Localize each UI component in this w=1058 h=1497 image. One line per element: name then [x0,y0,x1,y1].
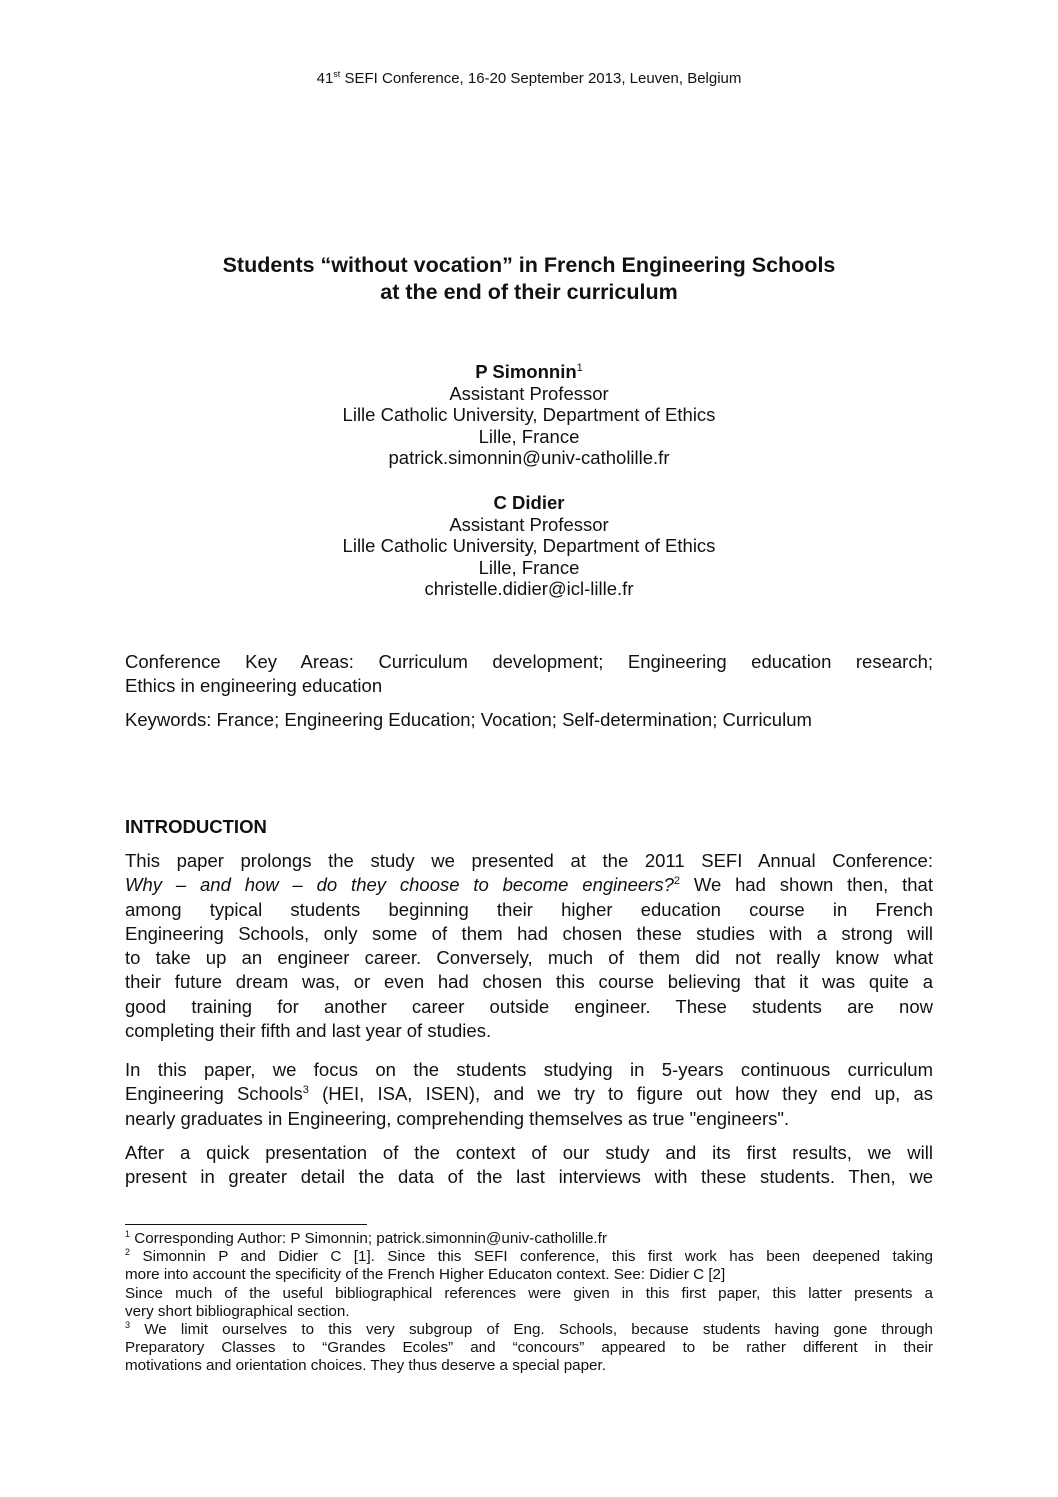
footnote-text: Simonnin P and Didier C [1]. Since this SEFI conference, this first work has been deepened taking [130,1248,933,1266]
paragraph-line [125,873,933,897]
paragraph-line: among typical students beginning their higher education course in French [125,898,933,920]
conference-info: SEFI Conference, 16-20 September 2013, Leuven, Belgium [340,70,742,87]
paragraph-line: good training for another career outside engineer. These students are now [125,995,933,1017]
keywords: Keywords: France; Engineering Education; Vocation; Self-determination; Curriculum [125,709,812,730]
key-areas-line-2: Ethics in engineering education [125,675,383,696]
footnote-line: motivations and orientation choices. They thus deserve a special paper. [125,1357,606,1375]
footnote-separator [125,1224,367,1225]
author-role: Assistant Professor [449,513,609,535]
conference-key-areas [125,650,933,698]
author-block-1 [0,358,1058,469]
footnote-2 [125,1248,933,1266]
author-role: Assistant Professor [449,382,609,404]
paragraph-line: to take up an engineer career. Conversely, much of them did not really know what [125,947,933,969]
paragraph-text: We had shown then, that [679,874,933,896]
paper-title [0,252,1058,306]
author-location: Lille, France [478,556,580,578]
footnote-mark: 1 [125,1228,131,1239]
intro-paragraph-1 [125,849,933,1043]
author-name: C Didier [493,492,565,513]
paragraph-line: Engineering Schools, only some of them had chosen these studies with a strong will [125,922,933,944]
footnote-line: Since much of the useful bibliographical references were given in this first paper, this latter presents a [125,1284,933,1302]
footnote-text: We limit ourselves to this very subgroup of Eng. Schools, because students having gone through [130,1321,933,1339]
paragraph-line: nearly graduates in Engineering, comprehending themselves as true "engineers". [125,1107,790,1129]
footnote-3 [125,1321,933,1339]
author-affiliation: Lille Catholic University, Department of Ethics [342,535,716,556]
key-areas-line-1: Conference Key Areas: Curriculum development; Engineering education research; [125,651,933,672]
paragraph-line [125,1082,933,1106]
footnotes [125,1230,933,1376]
footnote-text: Corresponding Author: P Simonnin; patrick.simonnin@univ-catholille.fr [130,1230,607,1247]
paper-title-line-1: Students “without vocation” in French Engineering Schools [222,253,836,277]
footnote-mark: 3 [302,1084,309,1097]
author-email: patrick.simonnin@univ-catholille.fr [388,447,670,469]
footnote-line: very short bibliographical section. [125,1302,350,1320]
paragraph-text: Engineering Schools [125,1083,303,1105]
paragraph-line: their future dream was, or even had chosen this course believing that it was quite a [125,971,933,993]
paragraph-line: completing their fifth and last year of studies. [125,1020,492,1042]
paragraph-text: (HEI, ISA, ISEN), and we try to figure out how they end up, as [308,1083,933,1105]
intro-paragraph-3 [125,1141,933,1190]
footnote-line: Preparatory Classes to “Grandes Ecoles” and “concours” appeared to be rather different in their [125,1339,933,1357]
footnote-mark: 2 [673,875,680,888]
conference-number: 41 [316,70,334,87]
author-affiliation: Lille Catholic University, Department of Ethics [342,404,716,426]
author-block-2 [0,492,1058,600]
author-email: christelle.didier@icl-lille.fr [424,578,634,599]
footnote-mark: 2 [125,1247,131,1258]
footnote-mark: 3 [125,1319,131,1330]
paragraph-line: In this paper, we focus on the students studying in 5-years continuous curriculum [125,1059,933,1080]
paragraph-line: This paper prolongs the study we presented at the 2011 SEFI Annual Conference: [125,850,933,871]
footnote-1 [125,1230,933,1248]
author-location: Lille, France [478,425,580,447]
conference-number-suffix: st [333,69,341,79]
author-name: P Simonnin [475,361,577,383]
paragraph-line: present in greater detail the data of the last interviews with these students. Then, we [125,1166,933,1188]
paragraph-line: After a quick presentation of the context of our study and its first results, we will [125,1142,933,1163]
section-heading-introduction: INTRODUCTION [125,816,267,837]
intro-paragraph-2 [125,1058,933,1131]
author-footnote-mark: 1 [576,362,583,374]
paper-reference-title: Why – and how – do they choose to become engineers? [125,874,674,896]
footnote-line: more into account the specificity of the French Higher Educaton context. See: Didier C [2] [125,1266,726,1284]
paper-title-line-2: at the end of their curriculum [380,280,678,304]
running-header [0,64,1058,89]
